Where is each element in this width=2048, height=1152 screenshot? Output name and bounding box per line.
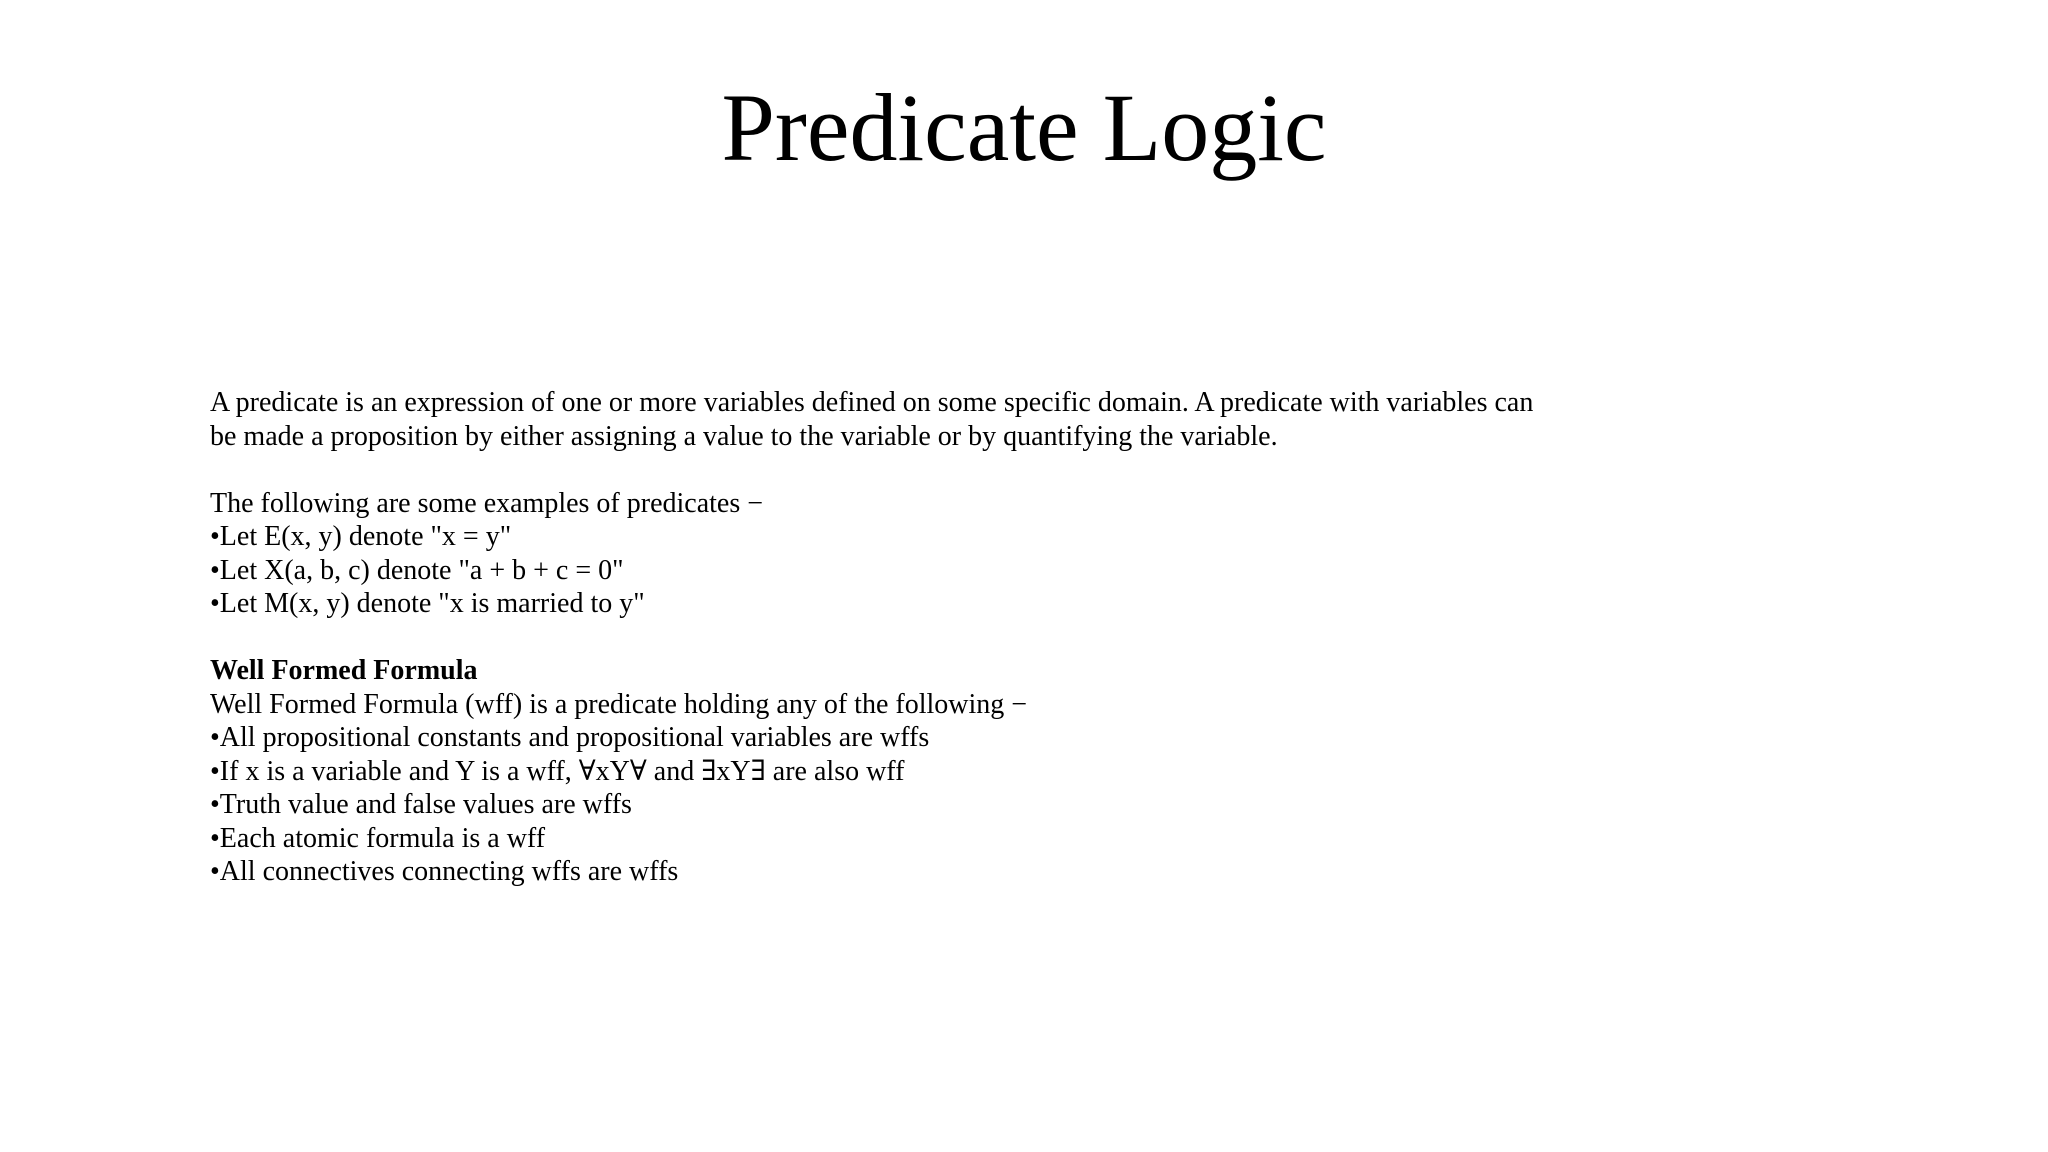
example-item: •Let E(x, y) denote "x = y" bbox=[210, 521, 512, 552]
slide-title: Predicate Logic bbox=[721, 74, 1327, 181]
slide-body bbox=[210, 386, 1610, 889]
wff-heading: Well Formed Formula bbox=[210, 655, 478, 686]
wff-rule-item: •Each atomic formula is a wff bbox=[210, 822, 546, 854]
example-item: •Let M(x, y) denote "x is married to y" bbox=[210, 588, 645, 619]
intro-line: be made a proposition by either assigning a value to the variable or by quantifying the variable. bbox=[210, 420, 1278, 452]
paragraph-gap bbox=[210, 621, 1610, 655]
wff-rule-item: •Truth value and false values are wffs bbox=[210, 789, 632, 820]
intro-line: A predicate is an expression of one or more variables defined on some specific domain. A predicate with variables can bbox=[210, 387, 1534, 418]
wff-rule-item: •If x is a variable and Y is a wff, ∀xY∀ and ∃xY∃ are also wff bbox=[210, 755, 905, 787]
wff-rule-item: •All connectives connecting wffs are wffs bbox=[210, 856, 679, 887]
wff-intro: Well Formed Formula (wff) is a predicate holding any of the following − bbox=[210, 688, 1028, 720]
examples-heading: The following are some examples of predicates − bbox=[210, 487, 764, 519]
paragraph-gap bbox=[210, 453, 1610, 487]
wff-rule-item: •All propositional constants and propositional variables are wffs bbox=[210, 722, 930, 753]
example-item: •Let X(a, b, c) denote "a + b + c = 0" bbox=[210, 554, 624, 586]
